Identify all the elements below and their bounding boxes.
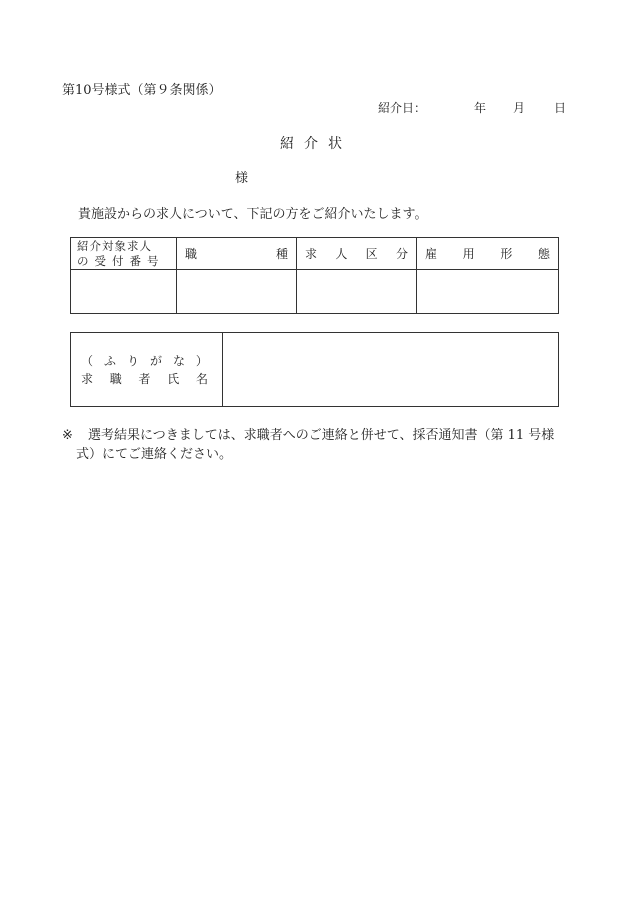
employment-type-field[interactable] bbox=[417, 270, 559, 314]
day-label: 日 bbox=[554, 101, 567, 115]
receipt-number-header bbox=[71, 238, 177, 270]
note-line-1: 選考結果につきましては、求職者へのご連絡と併せて、採否通知書（第 11 号様 bbox=[88, 428, 555, 443]
year-label: 年 bbox=[474, 101, 487, 115]
job-type-char2: 種 bbox=[275, 247, 288, 261]
date-label: 紹介日： bbox=[378, 101, 427, 115]
employment-type-header bbox=[417, 238, 559, 270]
page-title: 紹介状 bbox=[280, 136, 352, 152]
addressee-suffix: 様 bbox=[235, 171, 249, 186]
employment-type-char: 雇 bbox=[425, 247, 438, 261]
month-label: 月 bbox=[513, 101, 526, 115]
job-category-char: 分 bbox=[395, 247, 408, 261]
job-category-header bbox=[297, 238, 417, 270]
job-info-table bbox=[70, 237, 559, 314]
note-mark: ※ bbox=[62, 428, 73, 443]
intro-text: 貴施設からの求人について、下記の方をご紹介いたします。 bbox=[78, 207, 428, 222]
name-label: 求 職 者 氏 名 bbox=[81, 371, 208, 386]
employment-type-char: 形 bbox=[500, 247, 513, 261]
job-category-char: 区 bbox=[365, 247, 378, 261]
furigana-label: （ ふ り が な ） bbox=[81, 353, 208, 368]
note-line-2: 式）にてご連絡ください。 bbox=[76, 447, 233, 462]
job-seeker-name-label bbox=[71, 333, 223, 407]
job-type-field[interactable] bbox=[177, 270, 297, 314]
employment-type-char: 態 bbox=[537, 247, 550, 261]
job-category-char: 求 bbox=[305, 247, 318, 261]
receipt-header-line2: の受付番号 bbox=[77, 253, 165, 268]
job-seeker-table bbox=[70, 332, 559, 407]
job-type-header bbox=[177, 238, 297, 270]
receipt-header-line1: 紹介対象求人 bbox=[77, 238, 152, 253]
job-type-char1: 職 bbox=[185, 247, 198, 261]
job-category-field[interactable] bbox=[297, 270, 417, 314]
form-number: 第10号様式（第９条関係） bbox=[62, 83, 222, 98]
employment-type-char: 用 bbox=[462, 247, 475, 261]
job-seeker-name-field[interactable] bbox=[223, 333, 559, 407]
job-category-char: 人 bbox=[335, 247, 348, 261]
receipt-number-field[interactable] bbox=[71, 270, 177, 314]
